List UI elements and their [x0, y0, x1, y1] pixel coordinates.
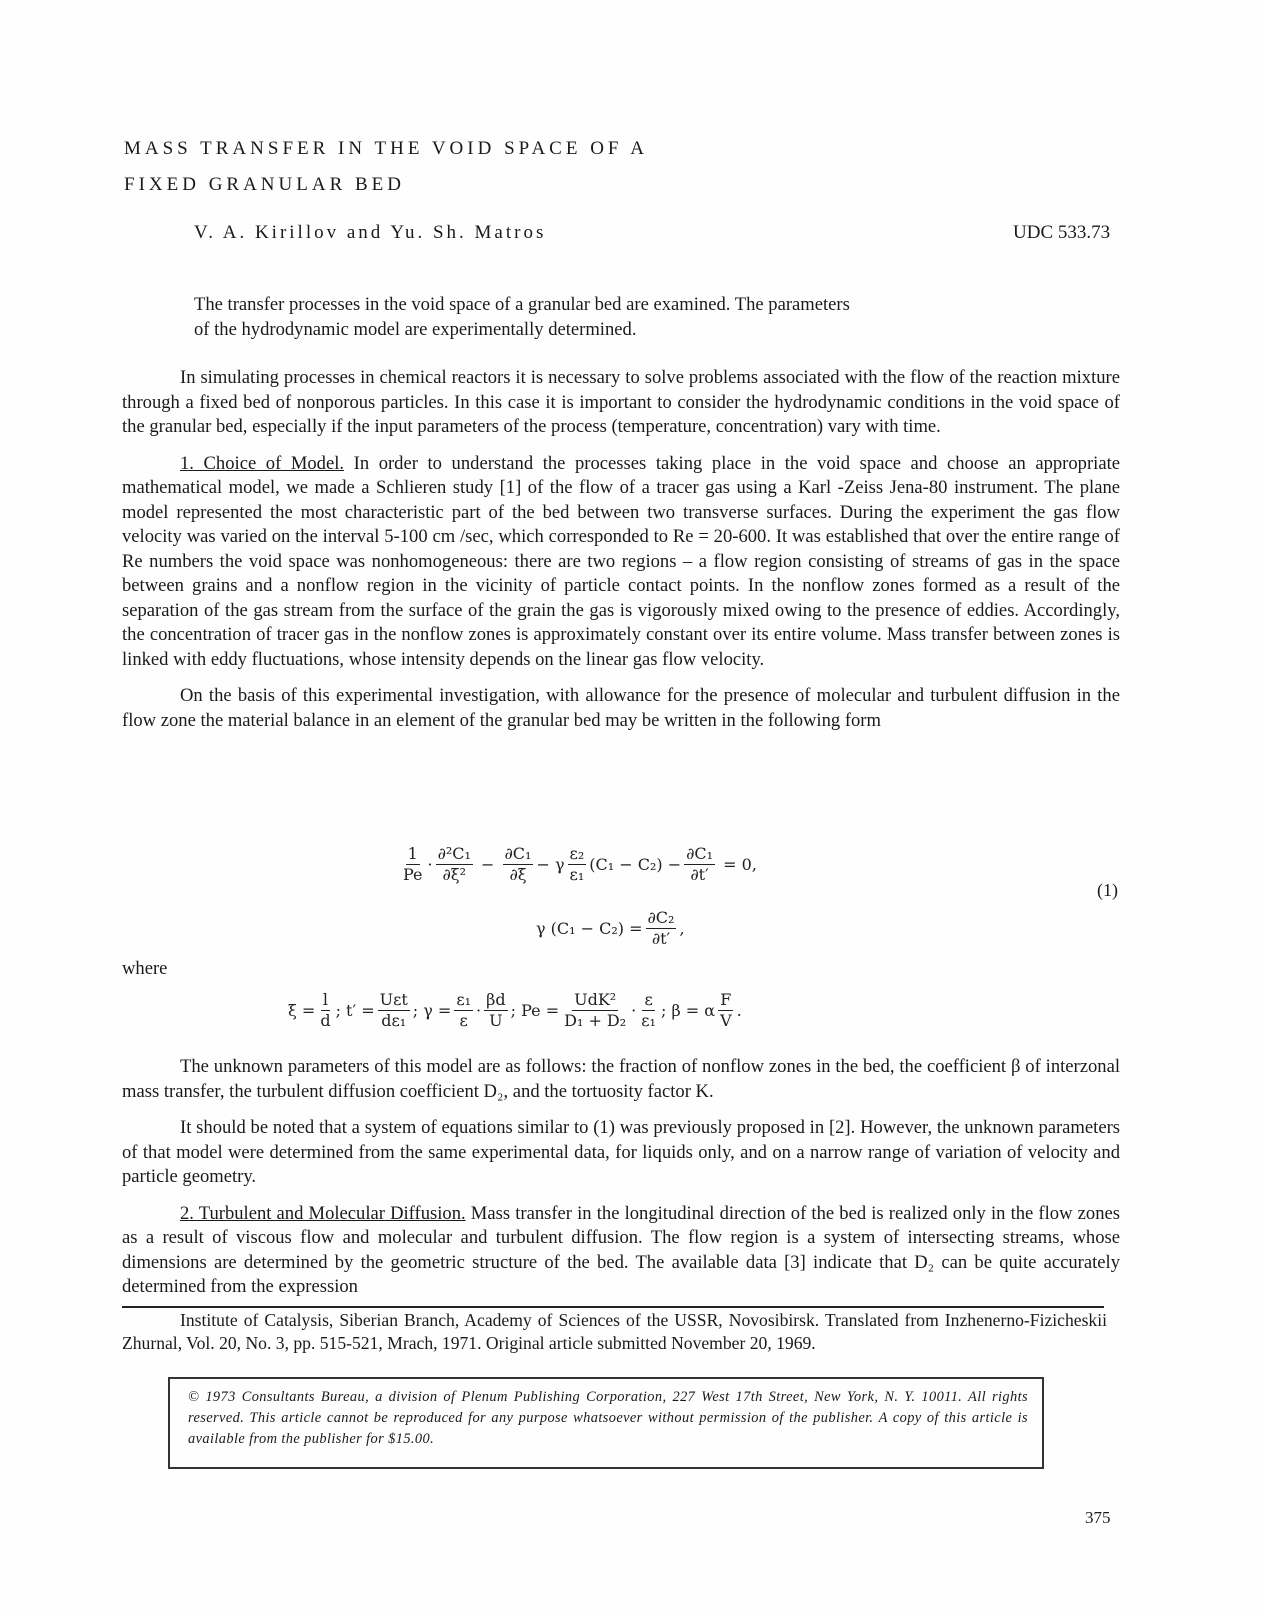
title-line-1: MASS TRANSFER IN THE VOID SPACE OF A: [124, 138, 648, 159]
section-2-heading: 2. Turbulent and Molecular Diffusion.: [180, 1202, 466, 1224]
abstract: [194, 293, 1094, 342]
equation-line-2: γ (C₁ − C₂) = $\frac{\text{∂C₂}}{\partial t'}$ ,: [536, 908, 685, 948]
frac-c2-time-derivative: $\frac{\text{∂C₂}}{\partial t'}$: [647, 908, 675, 948]
paragraph-choice-of-model: [122, 452, 1120, 673]
paragraph-choice-of-model-text: In order to understand the processes taking place in the void space and choose an appropriate mathematical model, we made a Schlieren study [1] of the flow of a tracer gas using a Karl -Zeiss Jena-80 instrument. The plane model represented the most characteristic part of the bed between two transverse surfaces. During the experiment the gas flow velocity was varied on the interval 5-100 cm /sec, which corresponded to Re = 20-600. It was established that over the entire range of Re numbers the void space was nonhomogeneous: there are two regions – a flow region consisting of streams of gas in the space between grains and a nonflow region in the vicinity of particle contact points. In the nonflow zones formed as a result of the separation of the gas stream from the surface of the grain the gas is vigorously mixed owing to the presence of eddies. Accordingly, the concentration of tracer gas in the nonflow zones is approximately constant over its entire volume. Mass transfer between zones is linked with eddy fluctuations, whose intensity depends on the linear gas flow velocity.: [122, 452, 1120, 670]
authors: V. A. Kirillov and Yu. Sh. Matros: [194, 222, 547, 243]
affiliation-footnote: Institute of Catalysis, Siberian Branch, Academy of Sciences of the USSR, Novosibirsk. Translated from Inzhenerno-Fizicheskii Zhurnal, Vol. 20, No. 3, pp. 515-521, Mrach, 1971. Original article submitted November 20, 1969.: [122, 1310, 1107, 1353]
frac-second-derivative: $\frac{\text{∂²C₁}}{\text{∂ξ²}}$: [437, 844, 471, 884]
paragraph-turbulent-diffusion: [122, 1202, 1120, 1300]
frac-1-over-pe: $\frac{1}{Pe}$: [403, 844, 423, 884]
section-1-heading: 1. Choice of Model.: [180, 452, 345, 474]
abstract-line-2: of the hydrodynamic model are experimentally determined.: [194, 318, 637, 340]
equation-line-1: $\frac{1}{Pe}$ · $\frac{\text{∂²C₁}}{\text{∂ξ²}}$ − $\frac{\text{∂C₁}}{\partial\xi}$ − γ $\frac{\text{ε₂}}{\text{ε₁}}$ (C₁ − C₂) − $\frac{\text{∂C₁}}{\partial t'}$ = 0,: [403, 844, 757, 884]
paragraph-material-balance: On the basis of this experimental investigation, with allowance for the presence of molecular and turbulent diffusion in the flow zone the material balance in an element of the granular bed may be written in the following form: [122, 685, 1120, 731]
copyright-notice: © 1973 Consultants Bureau, a division of Plenum Publishing Corporation, 227 West 17th Street, New York, N. Y. 10011. All rights reserved. This article cannot be reproduced for any purpose whatsoever without permission of the publisher. A copy of this article is available from the publisher for $15.00.: [188, 1389, 1028, 1447]
paragraph-turbulent-diffusion-text: Mass transfer in the longitudinal direction of the bed is realized only in the flow zones as a result of viscous flow and molecular and turbulent diffusion. The flow region is a system of intersecting streams, whose dimensions are determined by the geometric structure of the bed. The available data [3] indicate that D₂ can be quite accurately determined from the expression: [122, 1202, 1120, 1297]
body-upper: [122, 366, 1120, 733]
paragraph-similar-system: It should be noted that a system of equations similar to (1) was previously proposed in [2]. However, the unknown parameters of that model were determined from the same experimental data, for liquids only, and on a narrow range of variation of velocity and particle geometry.: [122, 1117, 1120, 1187]
paragraph-unknown-parameters: The unknown parameters of this model are as follows: the fraction of nonflow zones in the bed, the coefficient β of interzonal mass transfer, the turbulent diffusion coefficient D₂, and the tortuosity factor K.: [122, 1056, 1120, 1102]
definitions-line: ξ = $\frac{l}{d}$ ; t′ = $\frac{\text{Uεt}}{\text{dε₁}}$ ; γ = $\frac{\text{ε₁}}{\varepsilon}$ · $\frac{\beta d}{U}$ ; Pe = $\frac{\text{UdK²}}{\text{D₁ + D₂}}$ · $\frac{\varepsilon}{\text{ε₁}}$ ; β = α $\frac{F}{V}$ .: [288, 990, 742, 1030]
where-label: where: [122, 958, 168, 979]
abstract-line-1: The transfer processes in the void space of a granular bed are examined. The parameters: [194, 294, 850, 315]
page-number: 375: [1085, 1508, 1111, 1527]
frac-eps-ratio: $\frac{\text{ε₂}}{\text{ε₁}}$: [569, 844, 585, 884]
frac-time-derivative: $\frac{\text{∂C₁}}{\partial t'}$: [686, 844, 714, 884]
paragraph-intro: In simulating processes in chemical reactors it is necessary to solve problems associated with the flow of the reaction mixture through a fixed bed of nonporous particles. In this case it is important to consider the hydrodynamic conditions in the void space of the granular bed, especially if the input parameters of the process (temperature, concentration) vary with time.: [122, 367, 1120, 437]
frac-first-derivative: $\frac{\text{∂C₁}}{\partial\xi}$: [504, 844, 532, 884]
udc-code: UDC 533.73: [1013, 222, 1111, 243]
copyright-box: [168, 1377, 1044, 1469]
title-line-2: FIXED GRANULAR BED: [124, 174, 405, 195]
equation-number: (1): [1097, 880, 1118, 900]
body-lower: [122, 1055, 1120, 1300]
footnote-rule: [122, 1306, 1104, 1308]
